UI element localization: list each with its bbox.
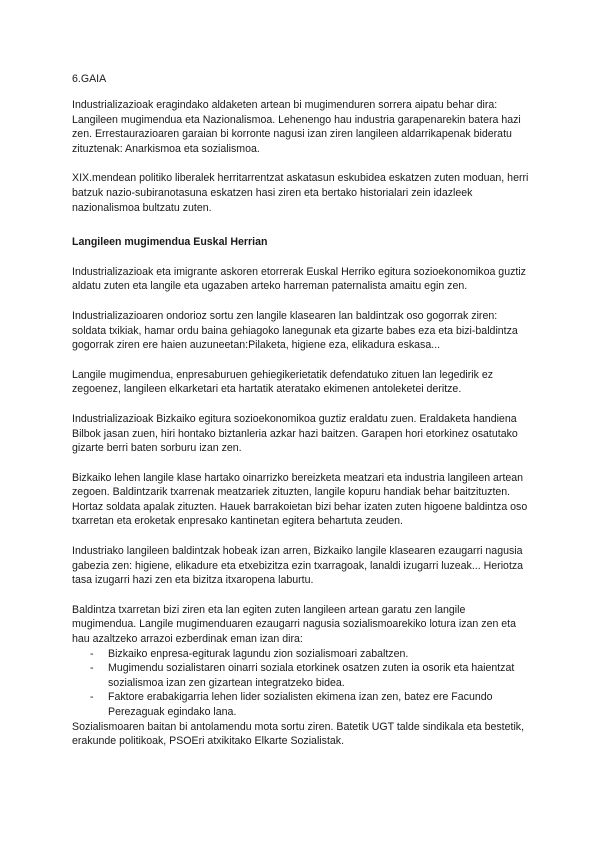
reasons-list (72, 647, 530, 720)
paragraph-3: Langile mugimendua, enpresaburuen gehiegikerietatik defendatuko zituen lan legedirik ez zegoenez, langileen elkarketari eta hartatik ateratako ekimenen antoleketei deritze. (72, 368, 494, 396)
intro-paragraph: Industrializazioak eragindako aldaketen artean bi mugimenduren sorrera aipatu behar dira: Langileen mugimendua eta Nazionalismoa. Lehenengo hau industria garapenarekin batera hazi zen. Errestaurazioaren garaian bi korronte nagusi izan ziren langileen aldarrikapenak bideratu zituztenak: Anarkismoa eta sozialismoa. (72, 99, 521, 155)
paragraph-7: Baldintza txarretan bizi ziren eta lan egiten zuten langileen artean garatu zen langile mugimendua. Langile mugimenduaren ezaugarri nagusia sozialismoarekiko lotura izan zen eta hau azaltzeko arrazoi ezberdinak eman izan dira: (72, 603, 517, 646)
paragraph-5: Bizkaiko lehen langile klase hartako oinarrizko bereizketa meatzari eta industria langileen artean zegoen. Baldintzarik txarrenak meatzariek zituzten, langile kopuru handiak behar baitzituzten. Hortaz soldata apalak zituzten. Hauek barrakoietan bizi behar izaten zuten higoene baldintza oso txarretan eta eroketak enpresako kantinetan egitera behartuta zeuden. (72, 471, 528, 528)
section-number: 6.GAIA (72, 73, 107, 85)
document-body (72, 98, 530, 764)
paragraph-4: Industrializazioak Bizkaiko egitura sozioekonomikoa guztiz eraldatu zuen. Eraldaketa handiena Bilbok jasan zuen, hiri hontako biztanleria azkar hazi baitzen. Garapen hori etorkinez osatutako gizarte berri baten sorburu izan zen. (72, 412, 518, 455)
paragraph-6: Industriako langileen baldintzak hobeak izan arren, Bizkaiko langile klasearen ezaugarri nagusia gabezia zen: higiene, elikadure eta etxebizitza ezin txarragoak, lanaldi izugarri luzeak... Heriotza tasa izugarri hazi zen eta bizitza itxaropena laburtu. (72, 545, 524, 587)
list-item: - Bizkaiko enpresa-egiturak lagundu zion sozialismoari zabaltzen. (72, 647, 530, 662)
list-item: - Mugimendu sozialistaren oinarri soziala etorkinek osatzen zuten ia osorik eta haientzat sozialismoa izan zen gizartean integratzeko bidea. (72, 661, 530, 690)
list-item: - Faktore erabakigarria lehen lider sozialisten ekimena izan zen, batez ere Facundo Perezaguak egindako lana. (72, 690, 530, 719)
paragraph-8: Sozialismoaren baitan bi antolamendu mota sortu ziren. Batetik UGT talde sindikala eta bestetik, erakunde politikoak, PSOEri atxikitako Elkarte Sozialistak. (72, 720, 525, 748)
paragraph-2: Industrializazioaren ondorioz sortu zen langile klasearen lan baldintzak oso gogorrak ziren: soldata txikiak, hamar ordu baina gehiagoko lanegunak eta gizarte babes eza eta bizi-baldintza gogorrak ziren ere haien auzuneetan:Pilaketa, higiene eza, elikadura eskasa... (72, 309, 518, 352)
section-heading: Langileen mugimendua Euskal Herrian (72, 236, 268, 249)
paragraph-1: Industrializazioak eta imigrante askoren etorrerak Euskal Herriko egitura sozioekonomikoa guztiz aldatu zuten eta langile eta ugazaben arteko harreman paternalista amaitu egin zen. (72, 265, 526, 293)
nationalism-paragraph: XIX.mendean politiko liberalek herritarrentzat askatasun eskubidea eskatzen zuten moduan, herri batzuk nazio-subiranotasuna eskatzen hasi ziren eta bertako historialari zein idazleek nazionalismoa bultzatu zuten. (72, 172, 529, 214)
